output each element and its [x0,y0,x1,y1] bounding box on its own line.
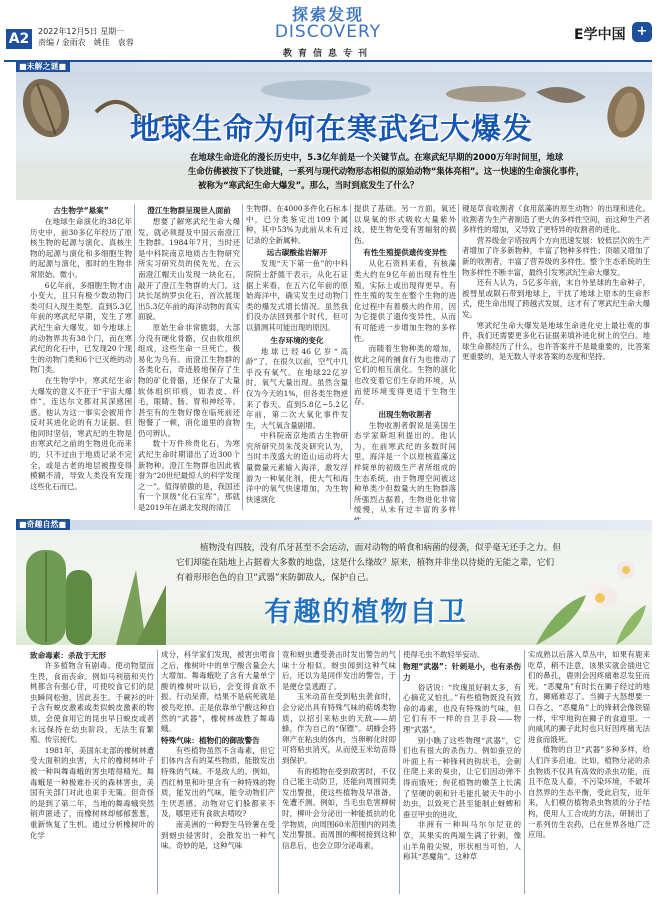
page-header [0,0,656,62]
subheading: 物理“武器”：针刺是小，也有杀伤力 [403,661,521,682]
subheading: 出现生物收割者 [378,409,432,419]
lead-line: 它们却能在陆地上占据着大多数的地盘，这是什么缘故？原来，植物并非坐以待毙的无能之辈，它们 [176,558,555,568]
subheading: 特殊气味：植物们的御敌警告 [161,735,260,745]
paragraph: 别小瞧了这些物理“武器”，它们也有很大的杀伤力。例如蚕豆的叶面上有一种锋利的钩状毛，会刺住爬上来的臭虫，让它们因动弹不得而饿死；佝花植物的嫩茎上长满了坚硬的刺和针毛能扎破天牛的小幼虫，以致死亡甚至能制止蚜蜱和蚕豆甲虫的进攻。 [403,735,521,819]
column-divider [278,650,279,894]
column-divider [157,650,158,894]
paragraph: 1981年，美国东北部的橡树林遭受大面积的虫害，大片的橡树林叶子被一种叫舞毒蛾的害虫啃得精光。舞毒蛾是一种极难扑灭的森林害虫，美国有关部门对此也束手无策。但奇怪的是到了第二年，当地的舞毒蛾突然销声匿迹了，而橡树林却郁郁葱葱，重新恢复了生机。通过分析橡树叶的化学 [30,745,154,840]
section-title-cn: 探索发现 [291,5,364,24]
section-tag: ■奇趣自然■ [16,519,70,531]
paragraph: 营养级金字塔按两个方向迅速发展：较低层次的生产者增加了许多新物种，丰富了物种多样性；顶端又增加了新的收割者，丰富了营养级的多样性。整个生态系统的生物多样性不断丰富，最终引发寒武纪生命大爆发。 [462,235,650,277]
section-bar-mystery [16,62,652,72]
subheading: 生存环境的变化 [270,335,324,345]
paragraph: 在生物学中，寒武纪生命大爆发的意义不亚于“宇宙大爆炸”，连达尔文都对其深感困惑。他认为这一事实会被用作反对其进化论的有力证据。但他同时坚信，寒武纪的生物是由寒武纪之前的生物进化而来的，只不过由于地质记录不完全，或是古老的地层被搜变得模糊不清，导致人类没有发现这些化石而已。 [30,375,132,491]
paragraph: 提供了基础。另一方面，氧还以臭氧的形式吸收大量紫外线，使生物免受有害辐射的损伤。 [354,204,456,245]
paragraph: 键是草食收割者（食用蓝藻的原生动物）的出现和进化。收割者为生产者制造了更大的多样性空间，而这种生产者多样性的增加，又导致了更特异的收割者的进化。 [462,204,650,235]
paragraph: 许多植物含有剧毒。使动物望而生畏，食而丧命。例如马利筋和夹竹桃都含有强心苷，可使咬食它们的昆虫瞬间松弛，因此丧生。千蕨衫的叶子含有蜕皮激素或类似蜕皮激素的物质，会使食用它的昆虫早日蜕皮或者永远保持在幼虫阶段，无法生育繁殖、传宗接代。 [30,661,154,745]
paragraph: 成分，科学家们发现，被害虫啃食之后，橡树叶中的单宁酸含量会大大增加。舞毒蛾吃了含有大量单宁酸的橡树叶以后，会变得食欲不振、行动呆滞，结果不是病死就是被鸟吃掉。正是依靠单宁酸这种自然的“武器”，橡树林战胜了舞毒蛾。 [161,650,275,734]
editors: 责编 / 金雨农 姚佳 袁蓉 [38,38,134,47]
article-column [528,650,650,894]
paragraph: 有些植物虽然不含毒素，但它们体内含有的某些物质，能散发出特殊的气味。不是敌人的。例如，西红柿里和叶里含有一种特殊的物质，能发出的气味，能令动物们产生厌恶感。动物对它们躲都来不及，哪里还有食欲去啃咬? [161,745,275,819]
lead-line: 在地球生命进化的漫长历史中，5.3亿年前是一个关键节点。在寒武纪早期的2000万年时间里，地球 [190,152,564,162]
article-column [282,650,396,894]
paragraph: 数十万件珍贵化石，为寒武纪生命时期谱出了近300个新物种。澄江生物群也因此被誉为“20世纪最惊人的科学发现之一”。值得骄傲的是，我国还有一个顶级“化石宝库”，那就是2019年在湖北发现的清江 [138,439,240,513]
paragraph: 想要了解寒武纪生命大爆发，就必须提及中国云南澄江生物群。1984年7月，当时还是中科院南京地质古生物研究所实习研究员的侯先光，在云南澄江帽天山发现一块化石，敲开了澄江生物群的大门。这块长尾纳罗虫化石，首次展现出5.3亿年前的海洋动物的真实面貌。 [138,217,240,322]
flower-icon [576,561,635,612]
subheading: 远古碳酸盐岩解开 [266,248,328,258]
issue-date: 2022年12月5日 [38,27,98,36]
paragraph: 有的植物在受到敌害时，不仅自己能主动防卫，还能向周围同类发出警报，使这些植物及早准备，免遭不测。例如，当毛虫危害柳树时，柳叶会分泌出一种能抵抗的化学物质，向周围60米范围内的同类发出警报。而周围的柳树接到这种信息后，也会立即分泌毒素， [282,766,396,850]
issue-weekday: 星期一 [100,27,125,36]
subheading: 古生物学“悬案” [53,206,109,215]
section-title-en: DISCOVERY [274,22,382,42]
paragraph: 从化石资料来看，有核藻类大约在9亿年前出现有性生殖，实际上或出现得更早。有性生殖的发生在整个生物的进化过程中有着极大的作用，因为它提供了遗传变异性，从而有可能进一步增加生物的多样性。 [354,259,456,343]
article-column [30,650,154,894]
paragraph: 非洲有一种叫马尔尔尼亚的草，其果实的两端生满了针刺，像山羊角般尖锐，形状相当可怕，人称其“恶魔角”。这种草 [403,820,521,862]
paragraph: 植物的自卫“武器”多种多样，给人们许多启迪。比如，植物分泌的杀虫物质不仅具有高效的杀虫功能，而且不危及人畜，不污染环境，不破坏自然界的生态平衡，受此启发，近年来，人们模仿植物杀虫物质的分子结构，使用人工合成的方法，研制出了一系列仿生农药，已在世界各地广泛应用。 [528,745,650,840]
paragraph: 发现“天下第一鱼”的中科院院士舒德干表示，从化石证据上来看，在五六亿年前的原始海洋中，确实发生过动物门类的爆发式增长情况。虽然我们没办法回到那个时代，但可以猜测其可能出现的原因。 [246,259,348,332]
paragraph: 南美洲的一种野生马铃薯在受到蚜虫侵害时，会散发出一种气味。奇妙的是，这种气味 [161,819,275,851]
column-divider [458,204,459,510]
paragraph: 俗话说：“玫瑰虽好刺太多，有心摘花又怕扎。”有些植物既没有致命的毒素，也没有特殊的气味，但它们有不一样的自卫手段——物理“武器”。 [403,682,521,734]
paragraph: 生物群。在4000多件化石标本中，已分类鉴定出109个属种，其中53%为此前从未有过记录的全新属种。 [246,204,348,245]
article-column [246,204,348,510]
paragraph: 地球已经46亿岁“高龄”了，在很久以前，空气中几乎没有氧气。在地球22亿岁时，氧气大量出现。虽然含量仅为今天的1%，但各类生物逆来了春天。直到5.8亿~5.2亿年前，第二次大氧化事件发生，大气氧含量剧增。 [246,346,348,430]
subheading: 有性生殖提供遗传变异性 [363,248,447,258]
article-column [138,204,240,513]
paragraph: 在地球生命演化的38亿年历史中，前30多亿年经历了原核生物的起源与演化、真核生物的起源与演化和多细胞生物的起源与演化，那时的生物非常原始、微小。 [30,217,132,279]
lead-line: 被称为“寒武纪生命大爆发”。那么，当时到底发生了什么？ [198,180,419,190]
spiky-plant-icon [116,570,166,645]
paragraph: 中科院南京地质古生物研究所研究员朱茂炎研究认为，当时丰茂盛大的造山运动将大量微量元素输入海洋，激发浮游为一种氧化剂，使大气和海洋中的氧气快速增加，为生物快速演化 [246,431,348,504]
trilobite-icon [15,72,77,143]
paragraph: 使得毛虫不敢轻举妄动。 [403,650,485,659]
article-column [354,204,456,515]
paragraph: 生物收割者假说是美国生态学家斯坦利提出的。他认为，在前寒武纪的多数时间里，海洋是一个以原核蓝藻这样简单的初级生产者所组成的生态系统。由于物理空间被这种单类少但数量大的生物群落所强烈占据着，生物进化非常缓慢，从未有过丰富的多样 [354,420,456,515]
article-column [30,204,132,510]
article-title-plants: 有趣的植物自卫 [264,597,468,628]
paragraph: 玉米动苗在受到粘虫袭食时，会分泌出具有特殊气味的萜烯类物质，以招引来粘虫的天敌——胡蜂，作为自己的“保镖”。胡蜂会将卵产在粘虫的体内，当卵孵化时即可将粘虫消灭，从而使玉米幼苗得到保护。 [282,692,396,765]
paragraph: 竟和蚜虫遭受袭击时发出警告的气味十分相似。蚜虫闻到这种气味后，还以为是同伴发出的警告，于是便仓皇逃跑了。 [282,650,396,691]
article-title-cambrian: 地球生命为何在寒武纪大爆发 [130,112,533,147]
lead-line: 植物没有四肢，没有爪牙甚至不会运动，面对动物的啃食和病菌的侵袭，似乎毫无还手之力。但 [200,543,561,553]
paragraph: 寒武纪生命大爆发是地球生命进化史上最壮观的事件，我们还需要更多化石证据来填补进化树上的空白。地球生命都经历了什么，也许答案并不是最重要的，比答案更重要的，是无数人寻求答案的态度和坚持。 [462,320,650,362]
column-divider [399,650,400,894]
paragraph: 还有人认为，5亿多年前，末自外星球的生命种子，被彗星或陨石带到地球上，干扰了地球上原本的生命形式，使生命出现了跨越式发展，这才有了寒武纪生命大爆发。 [462,278,650,319]
column-divider [242,204,243,510]
section-subtitle: 教育信息专刊 [282,49,373,59]
logo-text: E学中国 [574,27,626,43]
lead-line: 有着形形色色的自卫“武器”来防御敌人，保护自己。 [176,573,374,583]
cactus-icon [26,550,92,645]
article-column [403,650,521,894]
article-column [462,204,650,510]
page-number: A2 [6,29,32,49]
logo-icon: + [632,22,652,42]
column-divider [134,204,135,510]
column-divider [350,204,351,510]
paragraph: 6亿年前，多细胞生物才由小变大，且只有极少数动物门类可归入现生类型。直到5.3亿年前的寒武纪早期，发生了寒武纪生命大爆发。如今地球上的动物界共有38个门，而在寒武纪的化石中，已发现20个现生的动物门类和6个已灭绝的动物门类。 [30,280,132,375]
paragraph: 实成熟以后落入草丛中，如果有鹿来吃草，稍不注意，该果实就会插进它们的鼻孔，鹿则会因疼痛难忍发狂而死。“恶魔角”有时长在狮子经过的地方，狮痛难忍了。当狮子大怒想要一口吞之，“恶魔角”上的锋刺会像铁锚一样，牢牢地钩在狮子的食道里。一向威风的狮子此时也只好因疼痛无法进食而饿死。 [528,650,650,744]
paragraph: 而随着生物种类的增加，彼此之间的捕食行为也推动了它们的相互演化。生物的演化也改变着它们生存的环境，从而使环境变得更适于生物生存。 [354,344,456,407]
section-tag: ■未解之谜■ [16,61,70,73]
article-column [161,650,275,894]
subheading: 澄江生物群呈现世人面前 [147,206,231,215]
section-bar-nature [16,520,652,530]
subheading: 致命毒素：杀敌于无形 [30,651,106,660]
paragraph: 原始生命非常脆弱，大部分没有硬化骨骼，仅由软组织组成，这些生命一旦死亡，极易化为乌有。而澄江生物群的各类化石，奇迹般地保存了生物的矿化骨骼，还保存了大量软体组织印痕，如表皮、纤毛，眼睛、肠、胃和神经等。甚至有的生物好像在临死前还饱餐了一顿，消化道里的食物仍可辨认。 [138,322,240,438]
lead-line: 生命仿佛被按下了快进键，一系列与现代动物形态相似的原始动物“集体亮相”。这一快速的生命演化事件， [188,166,585,176]
column-divider [524,650,525,894]
